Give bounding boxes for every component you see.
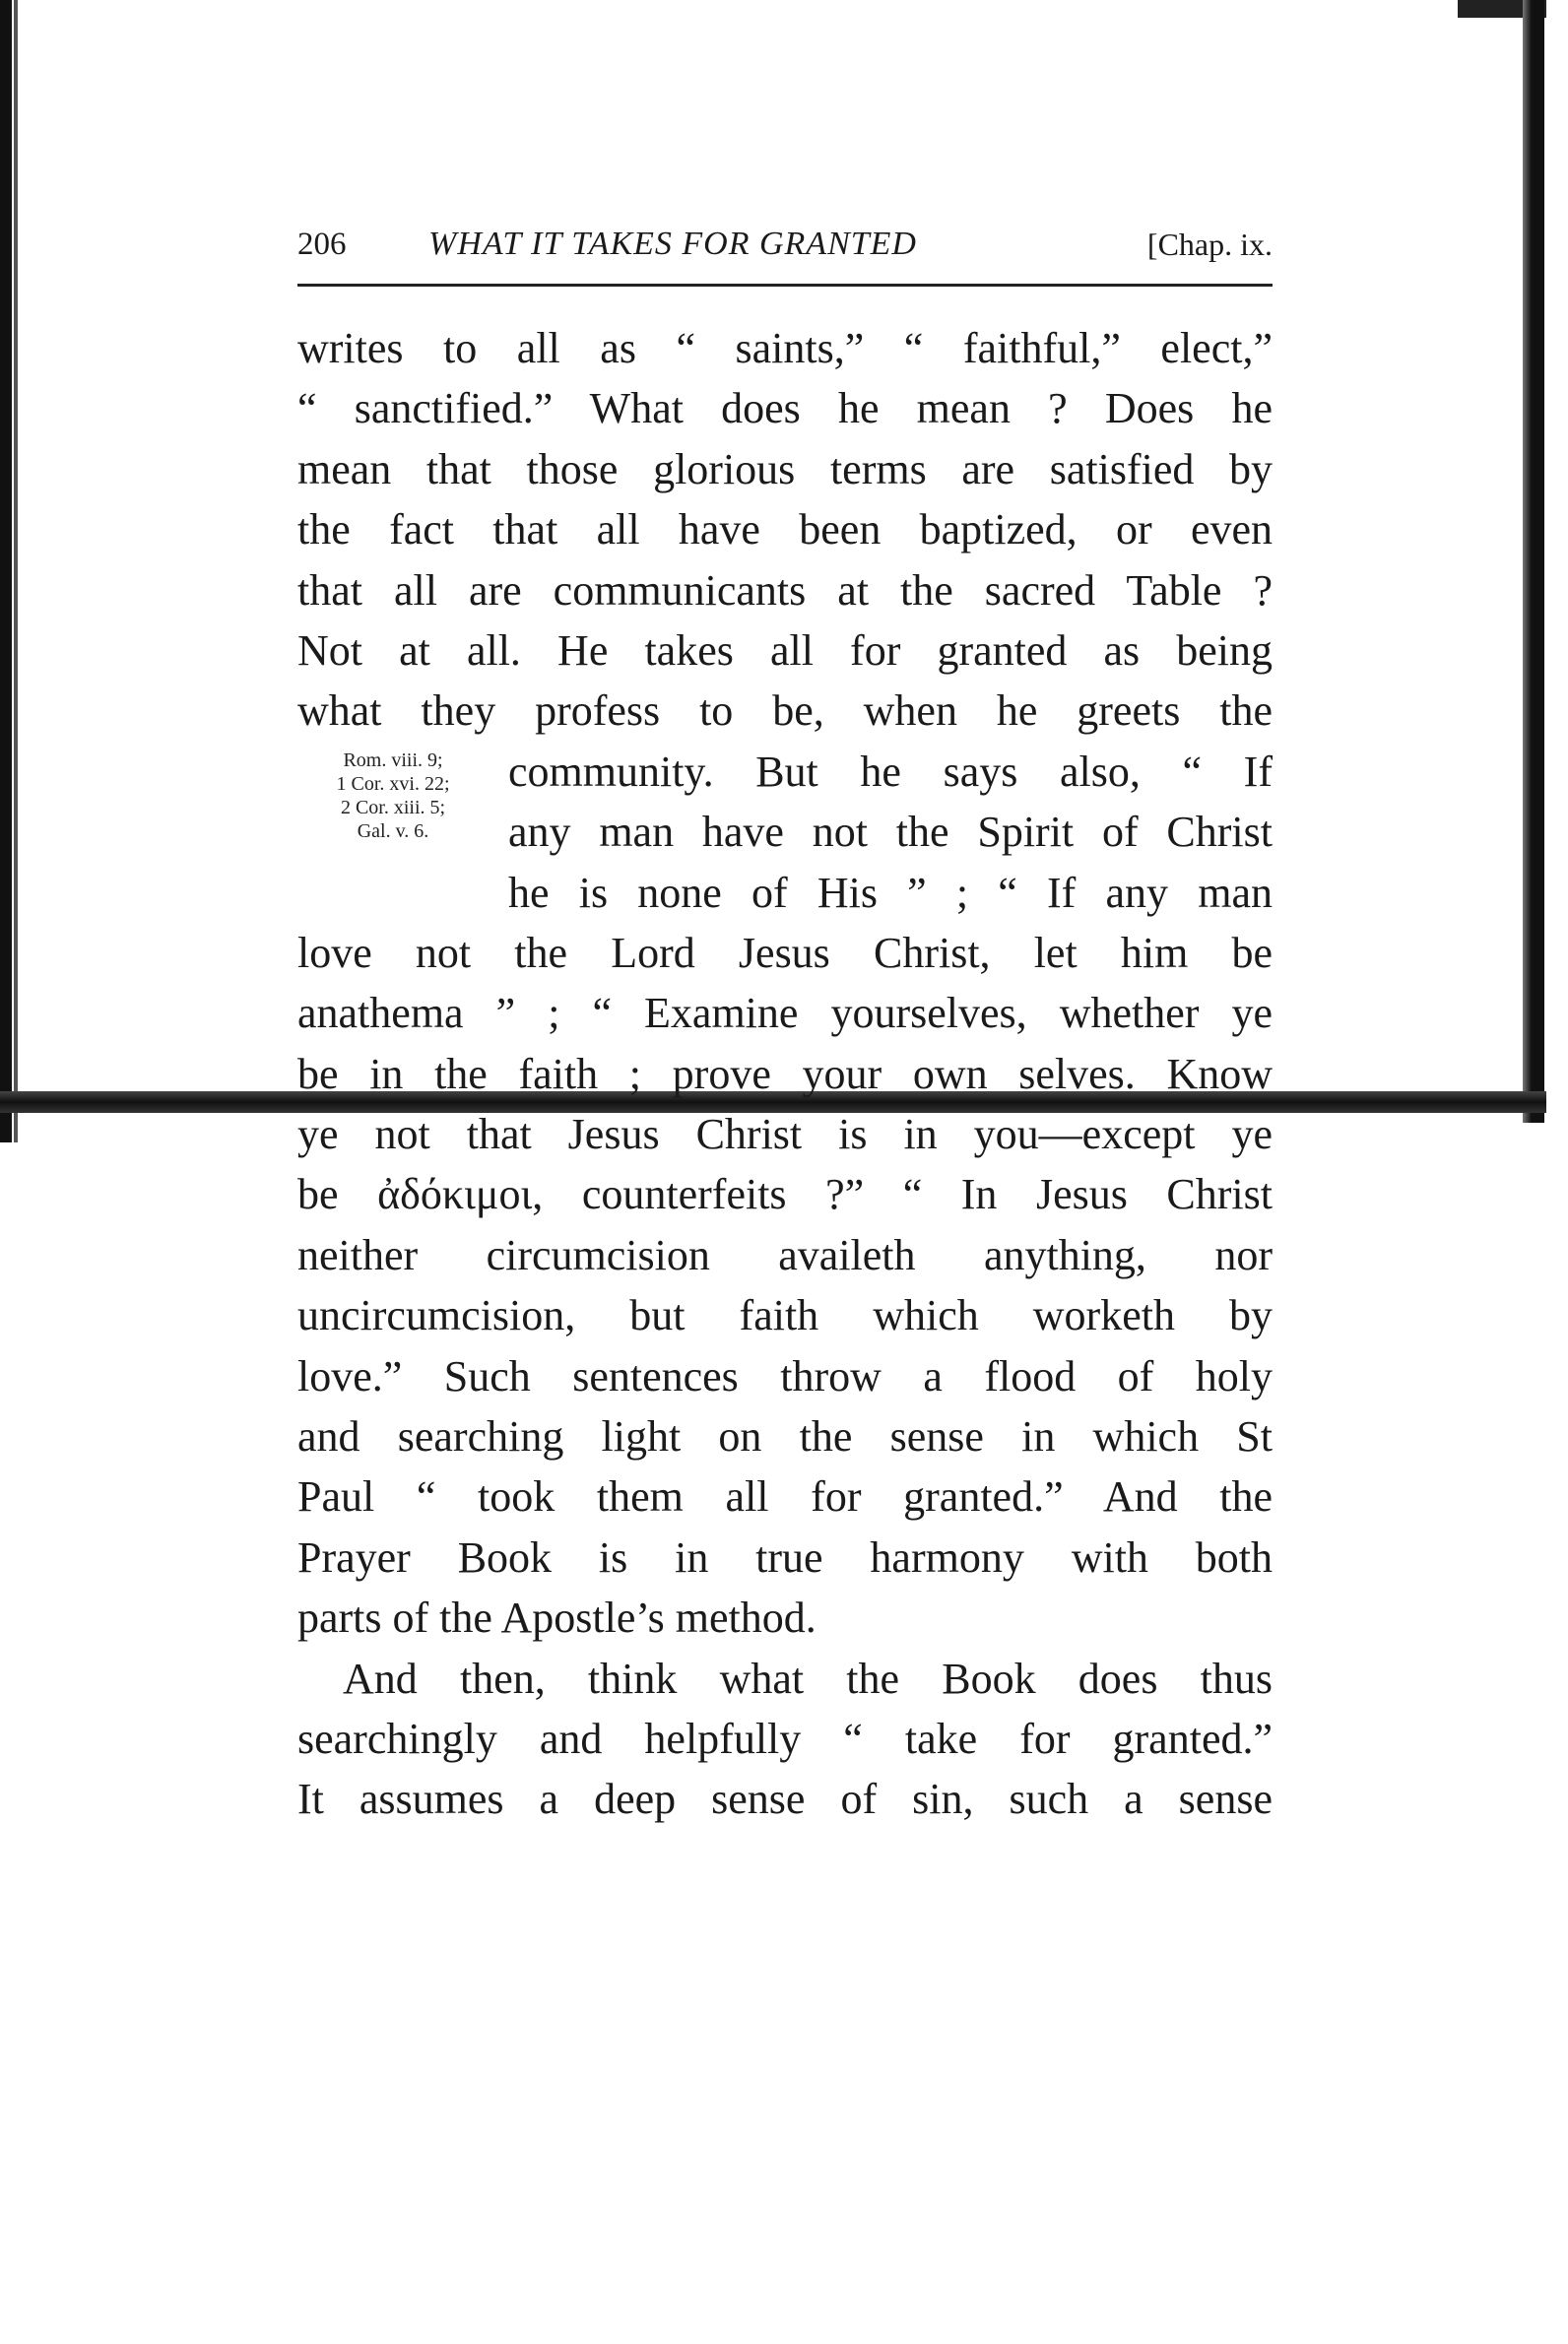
text-line: love not the Lord Jesus Christ, let him be: [297, 928, 1273, 977]
text-line: It assumes a deep sense of sin, such a sense: [297, 1775, 1273, 1824]
margin-ref-line: 2 Cor. xiii. 5;: [340, 797, 446, 818]
chapter-reference: [Chap. ix.: [1146, 227, 1273, 262]
text-line: what they profess to be, when he greets the: [297, 686, 1273, 736]
running-title: WHAT IT TAKES FOR GRANTED: [428, 226, 917, 262]
text-line: Prayer Book is in true harmony with both: [297, 1532, 1273, 1582]
scan-edge-right: [1523, 0, 1544, 1123]
text-line: be ἀδόκιμοι, counterfeits ?” “ In Jesus Christ: [297, 1170, 1273, 1219]
page-number: 206: [297, 227, 347, 262]
header-rule: [297, 284, 1273, 287]
text-line: parts of the Apostle’s method.: [297, 1594, 817, 1643]
margin-ref-line: 1 Cor. xvi. 22;: [336, 773, 450, 795]
text-line: writes to all as “ saints,” “ faithful,” elect,”: [297, 324, 1273, 372]
scan-edge-left-inner: [14, 0, 18, 1142]
text-line: be in the faith ; prove your own selves. Know: [297, 1049, 1273, 1098]
scan-edge-left: [0, 0, 12, 1142]
text-line: And then, think what the Book does thus: [343, 1654, 1273, 1703]
text-line: Paul “ took them all for granted.” And the: [297, 1472, 1273, 1522]
text-line: the fact that all have been baptized, or even: [297, 505, 1273, 554]
text-line: Not at all. He takes all for granted as being: [297, 625, 1273, 675]
text-line: that all are communicants at the sacred Table ?: [297, 565, 1273, 615]
text-line: anathema ” ; “ Examine yourselves, whether ye: [297, 989, 1273, 1038]
text-line: ye not that Jesus Christ is in you—except ye: [297, 1110, 1273, 1159]
text-line: he is none of His ” ; “ If any man: [508, 868, 1273, 917]
text-line: “ sanctified.” What does he mean ? Does he: [297, 384, 1273, 433]
text-line: neither circumcision availeth anything, nor: [297, 1230, 1273, 1279]
margin-ref-line: Rom. viii. 9;: [343, 749, 443, 771]
text-line: mean that those glorious terms are satisfied by: [297, 444, 1273, 493]
page-header: [297, 215, 1273, 274]
text-line: uncircumcision, but faith which worketh by: [297, 1291, 1273, 1340]
margin-ref-line: Gal. v. 6.: [357, 820, 429, 842]
text-line: searchingly and helpfully “ take for granted.”: [297, 1714, 1273, 1763]
text-line: any man have not the Spirit of Christ: [508, 808, 1273, 857]
text-line: community. But he says also, “ If: [508, 747, 1273, 796]
body-text: [297, 318, 1273, 1830]
text-line: love.” Such sentences throw a flood of holy: [297, 1351, 1273, 1400]
text-line: and searching light on the sense in which St: [297, 1412, 1273, 1462]
